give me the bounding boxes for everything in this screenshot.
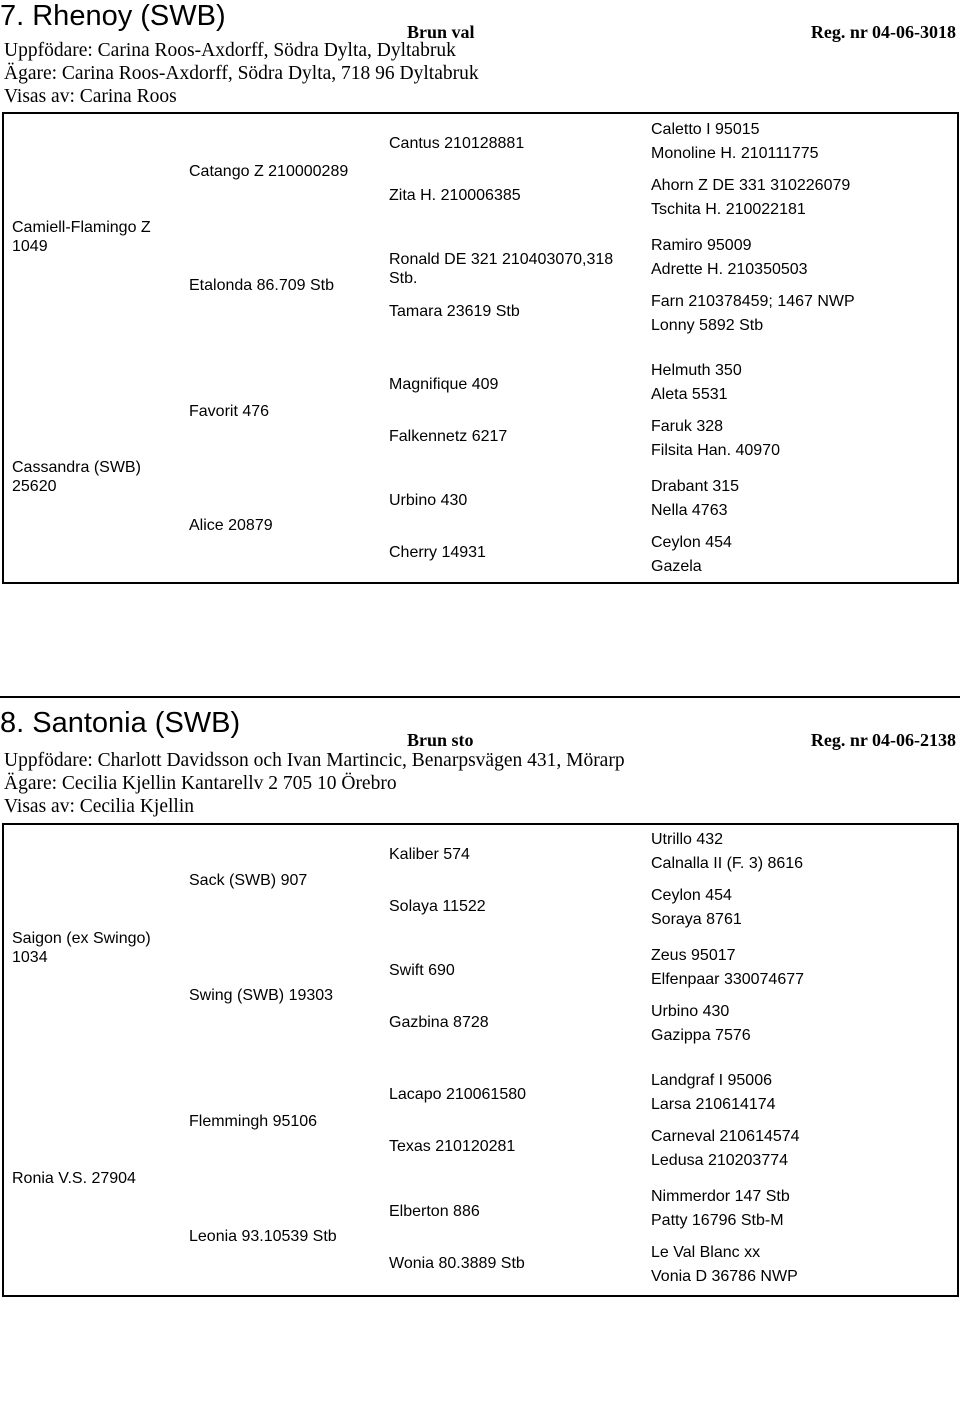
shown-by: Visas av: Carina Roos — [4, 86, 177, 107]
gen4-6: Elfenpaar 330074677 — [651, 971, 805, 988]
dam-sire: Flemmingh 95106 — [189, 1113, 318, 1130]
gen4-6: Adrette H. 210350503 — [651, 261, 808, 278]
color-sex: Brun sto — [407, 730, 474, 750]
dam-dam: Alice 20879 — [189, 517, 273, 534]
gen4-1: Utrillo 432 — [651, 831, 724, 848]
gen4-3: Ahorn Z DE 331 310226079 — [651, 177, 851, 194]
entry-separator — [0, 696, 960, 698]
gen3-2: Zita H. 210006385 — [389, 187, 521, 204]
gen3-4: Tamara 23619 Stb — [389, 303, 520, 320]
shown-by: Visas av: Cecilia Kjellin — [4, 796, 194, 817]
pedigree-table — [2, 823, 959, 1297]
gen4-1: Caletto I 95015 — [651, 121, 760, 138]
gen4-2: Calnalla II (F. 3) 8616 — [651, 855, 804, 872]
color-sex: Brun val — [407, 22, 475, 42]
gen3-2: Solaya 11522 — [389, 898, 486, 915]
gen4-16: Gazela — [651, 558, 702, 575]
gen4-11: Faruk 328 — [651, 418, 724, 435]
dam-sire: Favorit 476 — [189, 403, 270, 420]
gen4-4: Tschita H. 210022181 — [651, 201, 806, 218]
registration-number: Reg. nr 04-06-3018 — [810, 22, 956, 42]
gen4-11: Carneval 210614574 — [651, 1128, 800, 1145]
gen4-12: Filsita Han. 40970 — [651, 442, 780, 459]
sire-dam: Swing (SWB) 19303 — [189, 987, 334, 1004]
owner: Ägare: Cecilia Kjellin Kantarellv 2 705 10 Örebro — [4, 773, 397, 794]
gen3-5: Magnifique 409 — [389, 376, 499, 393]
gen3-3: Swift 690 — [389, 962, 455, 979]
sire-name: Saigon (ex Swingo) 1034 — [12, 930, 151, 966]
gen3-3: Ronald DE 321 210403070,318 Stb. — [389, 251, 614, 287]
gen3-5: Lacapo 210061580 — [389, 1086, 527, 1103]
gen4-14: Nella 4763 — [651, 502, 728, 519]
dam-name: Ronia V.S. 27904 — [12, 1170, 136, 1187]
gen4-2: Monoline H. 210111775 — [651, 145, 819, 162]
dam-name: Cassandra (SWB) 25620 — [12, 459, 141, 495]
horse-heading: 7. Rhenoy (SWB) — [0, 0, 226, 32]
dam-dam: Leonia 93.10539 Stb — [189, 1228, 337, 1245]
gen4-10: Aleta 5531 — [651, 386, 728, 403]
gen3-4: Gazbina 8728 — [389, 1014, 489, 1031]
gen3-8: Cherry 14931 — [389, 544, 486, 561]
owner: Ägare: Carina Roos-Axdorff, Södra Dylta, 718 96 Dyltabruk — [4, 63, 479, 84]
horse-heading: 8. Santonia (SWB) — [0, 707, 241, 739]
gen4-7: Urbino 430 — [651, 1003, 730, 1020]
gen4-5: Zeus 95017 — [651, 947, 736, 964]
gen3-1: Kaliber 574 — [389, 846, 470, 863]
breeder: Uppfödare: Carina Roos-Axdorff, Södra Dylta, Dyltabruk — [4, 40, 456, 61]
gen3-6: Falkennetz 6217 — [389, 428, 508, 445]
gen4-8: Lonny 5892 Stb — [651, 317, 764, 334]
gen4-14: Patty 16796 Stb-M — [651, 1212, 784, 1229]
gen3-7: Urbino 430 — [389, 492, 468, 509]
gen4-10: Larsa 210614174 — [651, 1096, 776, 1113]
gen3-1: Cantus 210128881 — [389, 135, 525, 152]
sire-sire: Sack (SWB) 907 — [189, 872, 308, 889]
sire-name: Camiell-Flamingo Z 1049 — [12, 219, 151, 255]
gen3-6: Texas 210120281 — [389, 1138, 516, 1155]
gen4-4: Soraya 8761 — [651, 911, 742, 928]
gen4-15: Le Val Blanc xx — [651, 1244, 761, 1261]
gen4-13: Drabant 315 — [651, 478, 740, 495]
breeder: Uppfödare: Charlott Davidsson och Ivan Martincic, Benarpsvägen 431, Mörarp — [4, 750, 625, 771]
gen3-8: Wonia 80.3889 Stb — [389, 1255, 525, 1272]
gen4-8: Gazippa 7576 — [651, 1027, 751, 1044]
gen4-9: Helmuth 350 — [651, 362, 742, 379]
gen3-7: Elberton 886 — [389, 1203, 480, 1220]
gen4-12: Ledusa 210203774 — [651, 1152, 789, 1169]
gen4-9: Landgraf I 95006 — [651, 1072, 772, 1089]
gen4-16: Vonia D 36786 NWP — [651, 1268, 798, 1285]
sire-dam: Etalonda 86.709 Stb — [189, 277, 335, 294]
gen4-15: Ceylon 454 — [651, 534, 732, 551]
gen4-7: Farn 210378459; 1467 NWP — [651, 293, 855, 310]
gen4-13: Nimmerdor 147 Stb — [651, 1188, 790, 1205]
sire-sire: Catango Z 210000289 — [189, 163, 349, 180]
registration-number: Reg. nr 04-06-2138 — [810, 730, 956, 750]
gen4-5: Ramiro 95009 — [651, 237, 752, 254]
gen4-3: Ceylon 454 — [651, 887, 732, 904]
